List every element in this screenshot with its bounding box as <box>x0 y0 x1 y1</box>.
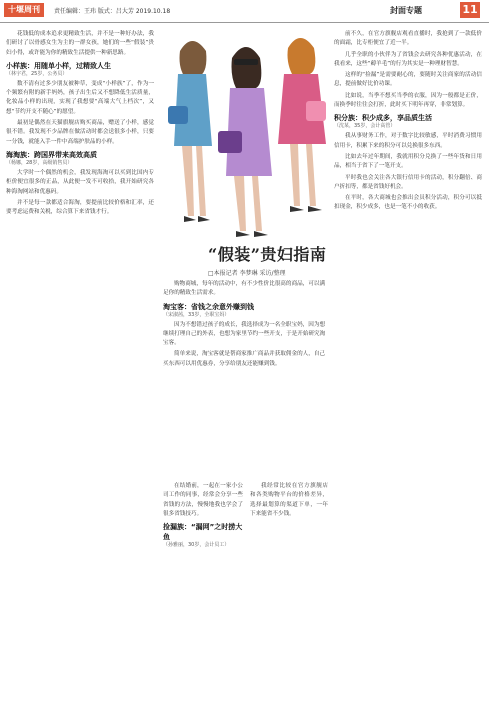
body-paragraph: 在结婚前，一起在一家小公司工作的同事，经常会分享一些省钱的方法，慢慢地我也学会了很多省钱技巧。 <box>163 483 243 517</box>
body-paragraph: 我经常比较在官方旗舰店和各类购物平台的价格差异，选择最划算的渠道下单，一年下来能省不少钱。 <box>250 483 328 517</box>
column-3-lower <box>250 482 328 521</box>
body-paragraph: 在平时，各大商城也会推出会员积分活动，积分可以抵扣现金，积少成多，也是一笔不小的收获。 <box>334 195 482 211</box>
page-header <box>0 0 489 23</box>
section-author: （孙雅丽，30岁，会计员工） <box>163 542 230 549</box>
section-author: （宋淑茜，33岁，全职宝妈） <box>163 311 230 318</box>
body-paragraph: 购物商城，每年的活动中，有不少性价比很高的商品，可以满足你的精致生活需求。 <box>163 281 326 297</box>
article-byline: □本报记者 李梦琳 采访/整理 <box>208 270 286 277</box>
body-paragraph: 简单来说，淘宝客就是帮商家推广商品并获取佣金的人，自己买东西可以用优惠券，分享给朋友还能赚到钱。 <box>163 351 326 367</box>
section-heading: 捡漏族：“漏网”之时捞大鱼 <box>163 523 243 542</box>
section-heading: 小样族：用随单小样，过精致人生 <box>6 61 111 70</box>
body-paragraph: 比如说，当季不想买当季的衣服，因为一般都是正价，而换季时往往会打折，此时买下明年再穿，非常划算。 <box>334 92 482 109</box>
intro-paragraph: 花钱低的成本追求更精致生活，并不是一种好办法，我们研讨了以骨感女生为主的一群女孩，她们的一些“假装”贵妇小得，或许能为你的精致生活提供一种新思路。 <box>6 31 154 56</box>
body-paragraph: 数不清有过多少朋友被种草，变成“小样族”了，作为一个频繁有附的新手妈妈，孩子出生后又不想降低生活质量，化妆品小样的出现，实现了我想要“高端大气上档次”，又想“节约开支不随心”的愿望。 <box>6 80 154 115</box>
body-paragraph: 前不久，在官方旗舰店观看直播时，我抢到了一款低价的面霜，比专柜便宜了近一半。 <box>334 31 482 47</box>
section-author: （林宇君，25岁，公务员） <box>6 70 68 77</box>
page-number: 11 <box>460 2 480 18</box>
section-heading: 海淘族：跨国界带来高效高质 <box>6 150 97 159</box>
body-paragraph: 并不是每一款都适合海淘，要提前比较价格和汇率，还要考虑运费和关税，综合算下来省钱才行。 <box>6 199 154 216</box>
article-title-block <box>208 242 328 277</box>
editor-credits: 责任编辑：王玮 版式：吕大芳 2019.10.18 <box>54 8 171 15</box>
fashion-illustration <box>160 26 330 246</box>
body-paragraph: 平时我也会关注各大银行信用卡的活动，积分翻倍、商户折扣等，都是省钱好机会。 <box>334 174 482 190</box>
section-author: （沈某，35岁，会计高管） <box>334 123 396 130</box>
section-name: 封面专题 <box>390 6 422 15</box>
section-heading: 淘宝客：省钱之余意外赚到钱 <box>163 302 254 311</box>
body-paragraph: 因为不想错过孩子的成长，我选择成为一名全职宝妈，因为想继续打理自己的外表，也想为家里节约一些开支，于是开始研究淘宝客。 <box>163 321 326 347</box>
body-paragraph: 我从事财务工作，对于数字比较敏感，平时消费习惯用信用卡，积累下来的积分可以兑换很多东西。 <box>334 133 482 149</box>
body-paragraph: 这样的“捡漏”是需要耐心的，要随时关注商家的活动信息，提前做好比价功课。 <box>334 72 482 88</box>
body-paragraph: 比如去年过年期间，我就用积分兑换了一些年货和日用品，相当于省下了一笔开支。 <box>334 153 482 170</box>
body-paragraph: 几乎全职的小伙伴为了省钱会去研究各种优惠活动，在我看来，这些“薅羊毛”的行为其实是一种理财智慧。 <box>334 51 482 67</box>
body-paragraph: 最初是偶然在天猫旗舰店购买商品，赠送了小样，感觉很不错。我发现不少品牌在做活动时都会送很多小样，只要一分钱，就能入手一件中高端护肤品的小样。 <box>6 120 154 145</box>
section-heading: 积分族：积少成多，享品质生活 <box>334 114 432 123</box>
middle-text-block <box>163 280 328 371</box>
column-1 <box>6 30 154 219</box>
article-title: “假装”贵妇指南 <box>208 245 327 264</box>
column-2-lower <box>163 482 243 551</box>
column-4 <box>334 30 482 215</box>
section-author: （杨娜，28岁，高级销售员） <box>6 159 73 166</box>
newspaper-brand: 十堰周刊 <box>4 3 44 17</box>
body-paragraph: 大学时一个偶然的机会，我发现海淘可以买到比国内专柜价便宜很多的正品，从此便一发不可收拾，我开始研究各种海淘网站和优惠码。 <box>6 169 154 195</box>
